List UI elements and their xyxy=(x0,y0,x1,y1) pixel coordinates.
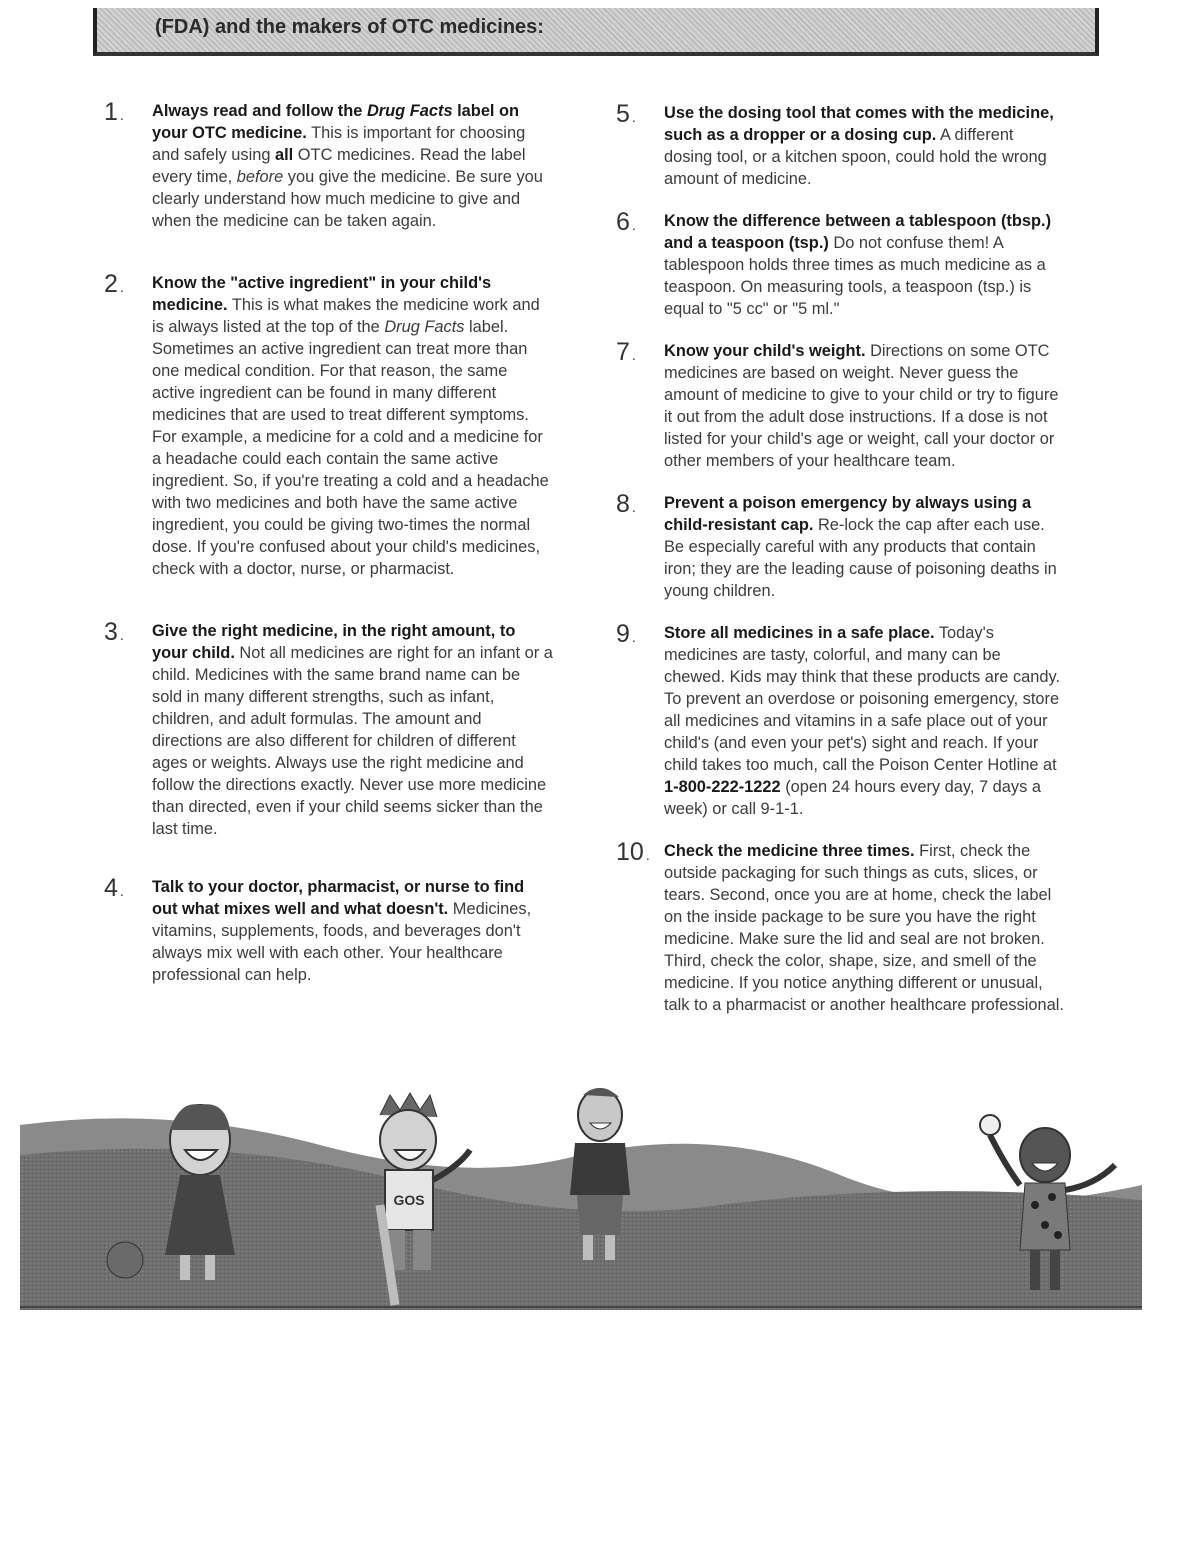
tip-body-italic: Drug Facts xyxy=(384,318,465,336)
header-text: (FDA) and the makers of OTC medicines: xyxy=(155,16,544,38)
tip-text xyxy=(664,622,1066,820)
tip-number: 4 . xyxy=(104,874,124,903)
tip-body: First, check the outside packaging for such things as cuts, slices, or tears. Second, once you are at home, check the label on the inside package to be sure you have the right medicine. Make sure the lid and seal are not broken. Third, check the color, shape, size, and smell of the medicine. If you notice anything different or unusual, talk to a pharmacist or another healthcare professional. xyxy=(664,842,1064,1014)
tip-number: 6 . xyxy=(616,208,636,237)
tip-body: (open 24 hours every day, 7 days a week) or call 9-1-1. xyxy=(664,778,1041,818)
tip-item-7 xyxy=(616,340,1066,472)
tip-lead: Prevent a poison emergency by always using a child-resistant cap. xyxy=(664,494,1032,534)
tip-text xyxy=(152,100,554,232)
tip-body: This is what makes the medicine work and is always listed at the top of the xyxy=(152,296,540,336)
tip-body-bold: all xyxy=(275,146,294,164)
tip-lead: Check the medicine three times. xyxy=(664,842,915,860)
tip-lead-italic: Drug Facts xyxy=(366,102,453,120)
tip-body: Not all medicines are right for an infant or a child. Medicines with the same brand name can be sold in many different strengths, such as infant, children, and adult formulas. The amount and directions are also different for children of different ages or weights. Always use the right medicine and follow the directions exactly. Never use more medicine than directed, even if your child seems sicker than the last time. xyxy=(152,644,553,838)
tip-number: 10 . xyxy=(616,838,650,867)
tip-item-1 xyxy=(104,100,554,232)
tip-lead: Always read and follow the xyxy=(152,102,367,120)
tip-text xyxy=(664,102,1066,190)
tip-number: 2 . xyxy=(104,270,124,299)
tip-body: This is important for choosing and safely using xyxy=(152,124,526,164)
tip-text xyxy=(664,840,1066,1016)
tip-text xyxy=(152,620,554,840)
header-banner xyxy=(93,8,1099,56)
tip-text xyxy=(664,340,1066,472)
tip-text xyxy=(664,210,1066,320)
tip-body: Do not confuse them! A tablespoon holds three times as much medicine as a teaspoon. On measuring tools, a teaspoon (tsp.) is equal to "5 cc" or "5 ml." xyxy=(664,234,1046,318)
tip-text xyxy=(664,492,1066,602)
tip-lead: Know the difference between a tablespoon (tbsp.) and a teaspoon (tsp.) xyxy=(664,212,1052,252)
tip-number: 1 . xyxy=(104,98,124,127)
tip-body: Re-lock the cap after each use. Be especially careful with any products that contain iron; they are the leading cause of poisoning deaths in young children. xyxy=(664,516,1057,600)
tip-item-9 xyxy=(616,622,1066,820)
tip-body: A different dosing tool, or a kitchen spoon, could hold the wrong amount of medicine. xyxy=(664,126,1047,188)
tip-body: Today's medicines are tasty, colorful, and many can be chewed. Kids may think that these products are candy. To prevent an overdose or poisoning emergency, store all medicines and vitamins in a safe place out of your child's (and even your pet's) sight and reach. If your child takes too much, call the Poison Center Hotline at xyxy=(664,624,1061,774)
tip-item-10 xyxy=(616,840,1066,1016)
tip-lead: label on your OTC medicine. xyxy=(152,102,520,142)
poison-hotline-number: 1-800-222-1222 xyxy=(664,778,781,796)
tip-body-italic: before xyxy=(236,168,284,186)
tip-number: 8 . xyxy=(616,490,636,519)
tip-lead: Store all medicines in a safe place. xyxy=(664,624,935,642)
tip-lead: Know the "active ingredient" in your child's medicine. xyxy=(152,274,492,314)
tip-text xyxy=(152,272,554,580)
children-hills-illustration xyxy=(20,1085,1142,1310)
tip-lead: Talk to your doctor, pharmacist, or nurse to find out what mixes well and what doesn't. xyxy=(152,878,525,918)
tip-body: Medicines, vitamins, supplements, foods, and beverages don't always mix well with each other. Your healthcare professional can help. xyxy=(152,900,532,984)
tip-number: 7 . xyxy=(616,338,636,367)
tip-lead: Use the dosing tool that comes with the medicine, such as a dropper or a dosing cup. xyxy=(664,104,1054,144)
tip-number: 5 . xyxy=(616,100,636,129)
tip-item-6 xyxy=(616,210,1066,320)
tip-lead: Know your child's weight. xyxy=(664,342,866,360)
tip-item-5 xyxy=(616,102,1066,190)
tip-item-4 xyxy=(104,876,554,986)
tip-text xyxy=(152,876,554,986)
tip-item-8 xyxy=(616,492,1066,602)
tip-body: OTC medicines. Read the label every time, xyxy=(152,146,526,186)
tip-body: you give the medicine. Be sure you clearly understand how much medicine to give and when the medicine can be taken again. xyxy=(152,168,543,230)
shirt-text: GOS xyxy=(393,1192,425,1208)
tip-number: 9 . xyxy=(616,620,636,649)
tip-number: 3 . xyxy=(104,618,124,647)
tip-lead: Give the right medicine, in the right amount, to your child. xyxy=(152,622,516,662)
tip-body: label. Sometimes an active ingredient can treat more than one medical condition. For that reason, the same active ingredient can be found in many different medicines that are used to treat different symptoms. For example, a medicine for a cold and a medicine for a headache could each contain the same active ingredient. So, if you're treating a cold and a headache with two medicines and both have the same active ingredient, you could be giving two-times the normal dose. If you're confused about your child's medicines, check with a doctor, nurse, or pharmacist. xyxy=(152,318,549,578)
tips-column-right xyxy=(616,100,1066,1016)
tip-item-3 xyxy=(104,620,554,840)
tip-body: Directions on some OTC medicines are based on weight. Never guess the amount of medicine to give to your child or try to figure it out from the adult dose instructions. If a dose is not listed for your child's age or weight, call your doctor or other members of your healthcare team. xyxy=(664,342,1059,470)
tips-column-left xyxy=(104,100,554,986)
tip-item-2 xyxy=(104,272,554,580)
